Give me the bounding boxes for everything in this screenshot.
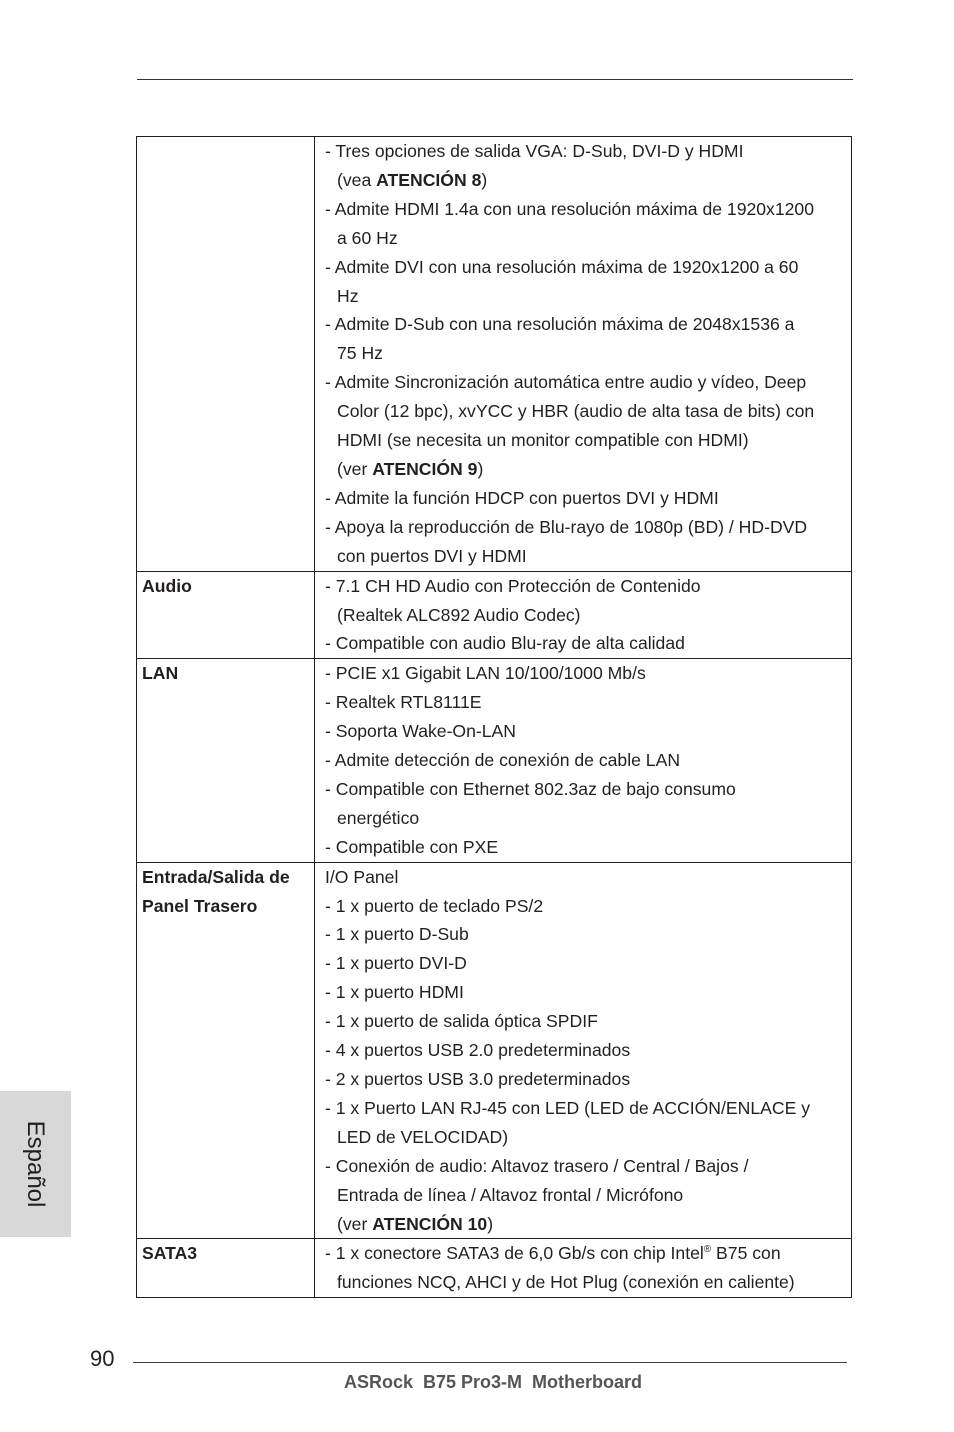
spec-line: - Admite Sincronización automática entre audio y vídeo, Deep (325, 372, 807, 393)
spec-line: a 60 Hz (337, 227, 398, 248)
spec-line-text: ) (487, 1213, 494, 1234)
spec-line (325, 1239, 851, 1268)
spec-content-cell (315, 659, 852, 862)
spec-line-text: ) (477, 458, 484, 479)
spec-content-cell (315, 137, 852, 572)
spec-table-body (137, 137, 852, 1298)
spec-row (137, 571, 852, 659)
spec-line: - 1 x puerto D-Sub (325, 924, 469, 945)
spec-line-text: B75 con (711, 1243, 781, 1264)
header-rule (137, 79, 853, 80)
spec-content-cell (315, 862, 852, 1239)
spec-line (325, 455, 851, 484)
spec-label: LAN (142, 663, 179, 684)
spec-line: Color (12 bpc), xvYCC y HBR (audio de alta tasa de bits) con (337, 401, 815, 422)
spec-label: Panel Trasero (142, 895, 258, 916)
spec-line-text: (ver (337, 458, 373, 479)
spec-label: Entrada/Salida de (142, 866, 290, 887)
spec-line: - Realtek RTL8111E (325, 692, 482, 713)
spec-line: - 1 x puerto DVI-D (325, 953, 467, 974)
spec-label-cell (137, 571, 315, 659)
spec-line: - 1 x Puerto LAN RJ-45 con LED (LED de ACCIÓN/ENLACE y (325, 1097, 810, 1118)
spec-line (325, 1210, 851, 1239)
spec-line: - 2 x puertos USB 3.0 predeterminados (325, 1069, 631, 1089)
spec-line: - Compatible con audio Blu-ray de alta calidad (325, 633, 685, 654)
language-side-tab (0, 1091, 71, 1237)
footer-rule (133, 1362, 847, 1363)
spec-line-text: - 1 x conectore SATA3 de 6,0 Gb/s con chip Intel (325, 1243, 704, 1264)
spec-line: - 7.1 CH HD Audio con Protección de Contenido (325, 575, 701, 596)
spec-row (137, 862, 852, 1239)
spec-line-text: (ver (337, 1213, 373, 1234)
spec-label-cell (137, 862, 315, 1239)
spec-line: 75 Hz (337, 343, 383, 364)
spec-line (325, 166, 851, 195)
spec-line: I/O Panel (325, 866, 399, 887)
spec-label-cell (137, 137, 315, 572)
spec-line: - 4 x puertos USB 2.0 predeterminados (325, 1040, 631, 1061)
spec-line: - Admite detección de conexión de cable LAN (325, 750, 681, 771)
spec-line: - Admite D-Sub con una resolución máxima de 2048x1536 a (325, 314, 795, 335)
spec-content-cell (315, 1239, 852, 1298)
spec-line: con puertos DVI y HDMI (337, 545, 527, 566)
spec-line: Entrada de línea / Altavoz frontal / Micrófono (337, 1184, 684, 1205)
spec-table (136, 136, 852, 1298)
note-reference: ATENCIÓN 9 (372, 458, 478, 479)
note-reference: ATENCIÓN 8 (376, 169, 482, 190)
spec-line: HDMI (se necesita un monitor compatible con HDMI) (337, 430, 749, 451)
page-number: 90 (90, 1346, 115, 1371)
spec-label-cell (137, 659, 315, 862)
spec-line: - Admite la función HDCP con puertos DVI y HDMI (325, 487, 719, 508)
spec-content-cell (315, 571, 852, 659)
spec-row (137, 1239, 852, 1298)
spec-label-cell (137, 1239, 315, 1298)
spec-line: - Tres opciones de salida VGA: D-Sub, DVI-D y HDMI (325, 141, 744, 161)
spec-line-text: ) (481, 169, 488, 190)
note-reference: ATENCIÓN 10 (372, 1213, 488, 1234)
spec-line: - Soporta Wake-On-LAN (325, 721, 516, 742)
spec-line: - 1 x puerto HDMI (325, 982, 464, 1003)
spec-label: SATA3 (142, 1243, 198, 1264)
spec-line: LED de VELOCIDAD) (337, 1126, 509, 1147)
spec-line: funciones NCQ, AHCI y de Hot Plug (conexión en caliente) (337, 1272, 795, 1293)
side-tab-label: Español (22, 1120, 49, 1208)
spec-line: (Realtek ALC892 Audio Codec) (337, 604, 581, 625)
spec-row (137, 659, 852, 862)
spec-line: - Compatible con PXE (325, 836, 499, 857)
spec-line: - Admite DVI con una resolución máxima de 1920x1200 a 60 (325, 256, 799, 277)
spec-line: - Compatible con Ethernet 802.3az de bajo consumo (325, 778, 736, 799)
spec-line: - PCIE x1 Gigabit LAN 10/100/1000 Mb/s (325, 663, 646, 684)
spec-label: Audio (142, 575, 192, 596)
spec-line: - Apoya la reproducción de Blu-rayo de 1080p (BD) / HD-DVD (325, 516, 808, 537)
spec-line: energético (337, 807, 420, 828)
spec-line: Hz (337, 285, 359, 306)
spec-line: - Conexión de audio: Altavoz trasero / Central / Bajos / (325, 1155, 749, 1176)
spec-line: - Admite HDMI 1.4a con una resolución máxima de 1920x1200 (325, 198, 814, 219)
registered-mark: ® (703, 1244, 712, 1256)
spec-line: - 1 x puerto de salida óptica SPDIF (325, 1011, 598, 1032)
spec-row (137, 137, 852, 572)
spec-line: - 1 x puerto de teclado PS/2 (325, 895, 544, 916)
footer-title: ASRock B75 Pro3-M Motherboard (344, 1372, 643, 1392)
spec-line-text: (vea (337, 169, 377, 190)
